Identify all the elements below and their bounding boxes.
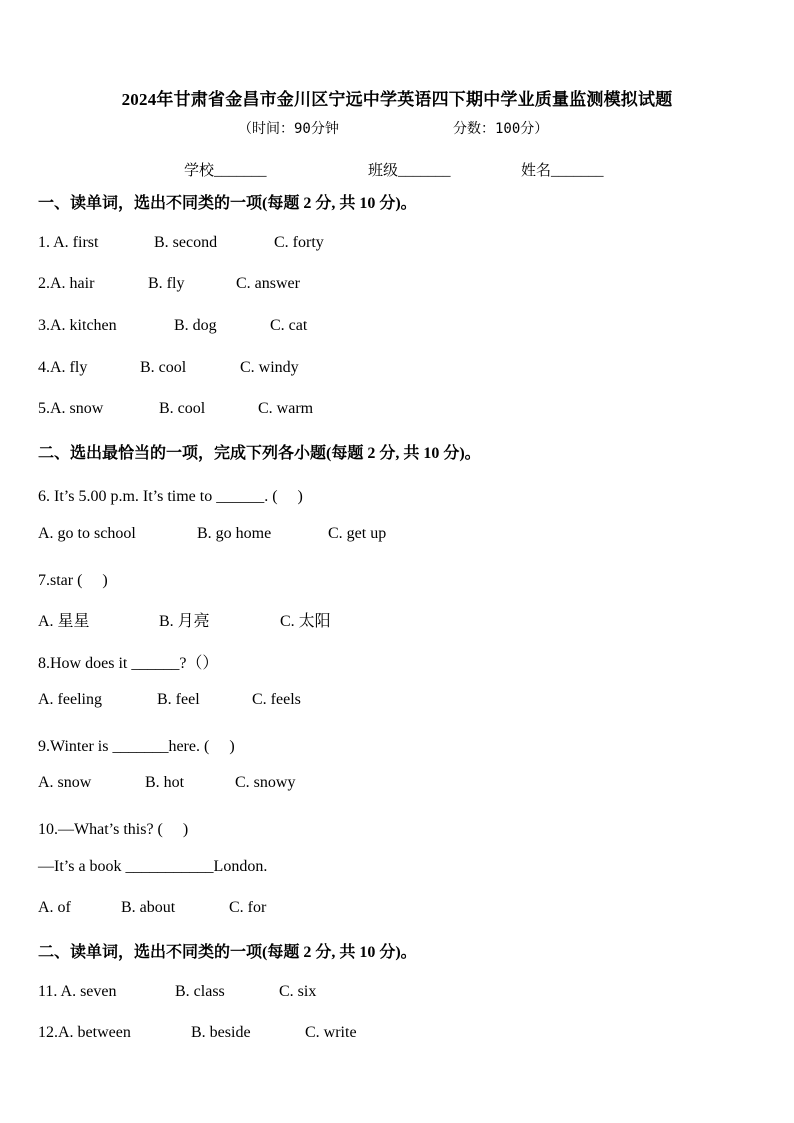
option-c: C. 太阳 (280, 613, 331, 630)
option-b: B. cool (159, 400, 206, 417)
question-10: 10.—What’s this? ( ) (38, 821, 189, 838)
option-b: B. cool (140, 359, 187, 376)
option-b: B. fly (148, 275, 185, 292)
option-c: C. windy (240, 359, 299, 376)
option-a: A. feeling (38, 691, 102, 708)
question-1 (38, 234, 324, 252)
section-heading-2: 二、选出最恰当的一项，完成下列各小题(每题 2 分, 共 10 分)。 (38, 445, 481, 462)
option-a: A. go to school (38, 525, 136, 542)
question-5 (38, 400, 313, 418)
option-c: C. write (305, 1024, 357, 1041)
option-a: A. 星星 (38, 613, 90, 630)
option-c: C. forty (274, 234, 324, 251)
option-c: C. six (279, 983, 317, 1000)
question-9-options (38, 774, 295, 792)
option-b: B. go home (197, 525, 272, 542)
option-a: 3.A. kitchen (38, 317, 117, 334)
page-title: 2024年甘肃省金昌市金川区宁远中学英语四下期中学业质量监测模拟试题 (121, 90, 673, 109)
option-c: C. snowy (235, 774, 296, 791)
option-c: C. feels (252, 691, 301, 708)
exam-time: （时间：90分钟 (238, 121, 339, 137)
question-8-options (38, 691, 301, 709)
option-b: B. hot (145, 774, 185, 791)
option-a: 1. A. first (38, 234, 99, 251)
option-b: B. class (175, 983, 225, 1000)
class-field: 班级_______ (368, 163, 451, 179)
option-a: 5.A. snow (38, 400, 104, 417)
option-c: C. for (229, 899, 267, 916)
question-7-options (38, 608, 331, 631)
section-heading-3: 二、读单词，选出不同类的一项(每题 2 分, 共 10 分)。 (38, 944, 417, 961)
option-b: B. second (154, 234, 218, 251)
option-a: 4.A. fly (38, 359, 88, 376)
option-a: A. of (38, 899, 71, 916)
option-b: B. feel (157, 691, 200, 708)
exam-score: 分数：100分） (453, 121, 549, 137)
question-6-options (38, 525, 386, 543)
option-c: C. warm (258, 400, 314, 417)
question-9: 9.Winter is _______here. ( ) (38, 738, 235, 755)
question-2 (38, 275, 300, 293)
name-field: 姓名_______ (521, 163, 604, 179)
question-6: 6. It’s 5.00 p.m. It’s time to ______. ( ) (38, 488, 303, 505)
option-a: 11. A. seven (38, 983, 117, 1000)
option-c: C. answer (236, 275, 300, 292)
question-10-options (38, 899, 266, 917)
option-c: C. get up (328, 525, 387, 542)
school-field: 学校_______ (184, 163, 267, 179)
question-4 (38, 359, 299, 377)
option-a: A. snow (38, 774, 92, 791)
question-12 (38, 1024, 357, 1042)
option-b: B. about (121, 899, 176, 916)
option-b: B. 月亮 (159, 613, 210, 630)
option-b: B. beside (191, 1024, 251, 1041)
question-8: 8.How does it ______?（） (38, 655, 219, 672)
option-b: B. dog (174, 317, 217, 334)
question-11 (38, 983, 316, 1001)
question-7: 7.star ( ) (38, 572, 108, 589)
question-10-line2: —It’s a book ___________London. (38, 858, 268, 875)
option-c: C. cat (270, 317, 308, 334)
section-heading-1: 一、读单词，选出不同类的一项(每题 2 分, 共 10 分)。 (38, 195, 417, 212)
question-3 (38, 317, 307, 335)
option-a: 12.A. between (38, 1024, 131, 1041)
option-a: 2.A. hair (38, 275, 95, 292)
